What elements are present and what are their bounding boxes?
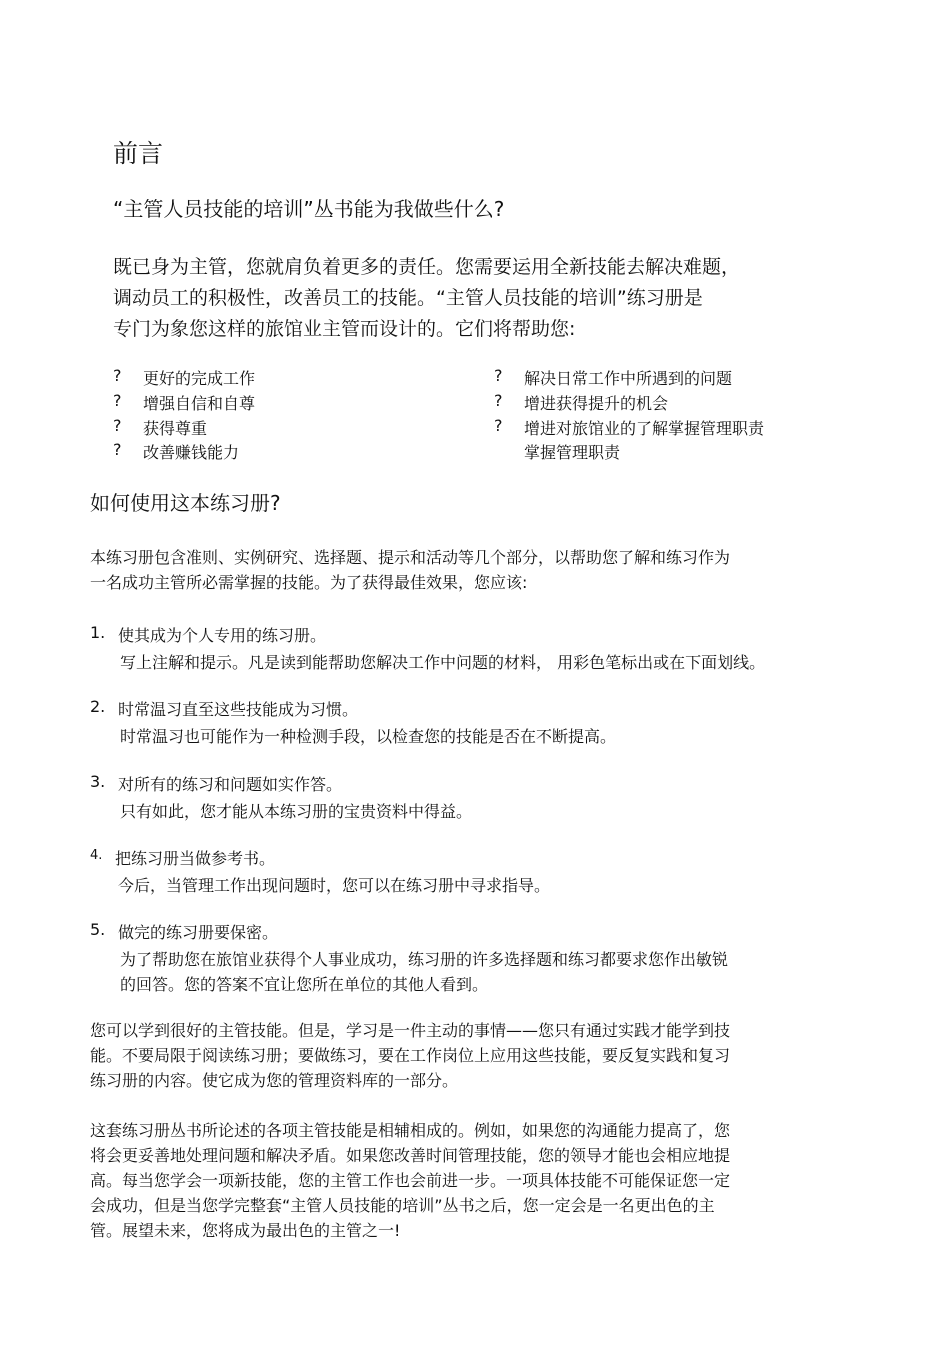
item-heading: 对所有的练习和问题如实作答。	[118, 775, 343, 794]
intro-line: 调动员工的积极性，改善员工的技能。“主管人员技能的培训”练习册是	[113, 287, 703, 309]
bullet-text: 增进获得提升的机会	[524, 394, 669, 413]
paragraph-line: 高。每当您学会一项新技能，您的主管工作也会前进一步。一项具体技能不可能保证您一定	[90, 1171, 731, 1190]
paragraph-line: 会成功，但是当您学完整套“主管人员技能的培训”丛书之后，您一定会是一名更出色的主	[90, 1196, 715, 1215]
paragraph-line: 能。不要局限于阅读练习册；要做练习，要在工作岗位上应用这些技能，要反复实践和复习	[90, 1046, 731, 1065]
paragraph-line: 管。展望未来，您将成为最出色的主管之一!	[90, 1221, 401, 1240]
item-heading: 使其成为个人专用的练习册。	[118, 626, 327, 645]
item-detail: 为了帮助您在旅馆业获得个人事业成功，练习册的许多选择题和练习都要求您作出敏锐	[120, 950, 729, 969]
item-detail: 只有如此，您才能从本练习册的宝贵资料中得益。	[120, 802, 473, 821]
section-intro-line: 一名成功主管所必需掌握的技能。为了获得最佳效果，您应该:	[90, 573, 528, 592]
item-detail: 时常温习也可能作为一种检测手段，以检查您的技能是否在不断提高。	[120, 727, 617, 746]
bullet-text: 掌握管理职责	[524, 443, 621, 462]
section-intro	[90, 545, 730, 595]
subtitle: “主管人员技能的培训”丛书能为我做些什么?	[113, 197, 505, 221]
bullet-marker: ?	[494, 366, 503, 385]
item-heading: 时常温习直至这些技能成为习惯。	[118, 700, 359, 719]
item-number: 3.	[90, 772, 106, 791]
section-intro-line: 本练习册包含准则、实例研究、选择题、提示和活动等几个部分，以帮助您了解和练习作为	[90, 548, 731, 567]
paragraph-line: 您可以学到很好的主管技能。但是，学习是一件主动的事情——您只有通过实践才能学到技	[90, 1021, 731, 1040]
item-detail: 写上注解和提示。凡是读到能帮助您解决工作中问题的材料， 用彩色笔标出或在下面划线。	[120, 653, 766, 672]
bullet-text: 改善赚钱能力	[143, 443, 240, 462]
item-detail: 今后，当管理工作出现问题时，您可以在练习册中寻求指导。	[118, 876, 551, 895]
item-number: 2.	[90, 697, 106, 716]
bullet-text: 解决日常工作中所遇到的问题	[524, 369, 733, 388]
item-number: 5.	[90, 920, 106, 939]
page-title: 前言	[113, 139, 164, 168]
paragraph	[90, 1018, 730, 1093]
bullet-text: 增进对旅馆业的了解掌握管理职责	[524, 419, 765, 438]
bullet-text: 增强自信和自尊	[143, 394, 256, 413]
bullet-marker: ?	[494, 416, 503, 435]
paragraph-line: 将会更妥善地处理问题和解决矛盾。如果您改善时间管理技能，您的领导才能也会相应地提	[90, 1146, 731, 1165]
bullet-marker: ?	[113, 416, 122, 435]
intro-paragraph	[113, 252, 740, 345]
item-heading: 把练习册当做参考书。	[115, 849, 276, 868]
item-number: 4.	[90, 848, 103, 863]
item-detail: 的回答。您的答案不宜让您所在单位的其他人看到。	[120, 975, 489, 994]
section-title: 如何使用这本练习册?	[90, 491, 281, 515]
bullet-text: 获得尊重	[143, 419, 208, 438]
bullet-marker: ?	[113, 391, 122, 410]
paragraph-line: 练习册的内容。使它成为您的管理资料库的一部分。	[90, 1071, 459, 1090]
bullet-marker: ?	[494, 391, 503, 410]
paragraph-line: 这套练习册丛书所论述的各项主管技能是相辅相成的。例如，如果您的沟通能力提高了，您	[90, 1121, 731, 1140]
bullet-marker: ?	[113, 366, 122, 385]
item-heading: 做完的练习册要保密。	[118, 923, 279, 942]
bullet-marker: ?	[113, 440, 122, 459]
intro-line: 专门为象您这样的旅馆业主管而设计的。它们将帮助您:	[113, 318, 576, 340]
item-number: 1.	[90, 623, 106, 642]
paragraph	[90, 1118, 730, 1243]
intro-line: 既已身为主管，您就肩负着更多的责任。您需要运用全新技能去解决难题，	[113, 256, 741, 278]
bullet-text: 更好的完成工作	[143, 369, 256, 388]
